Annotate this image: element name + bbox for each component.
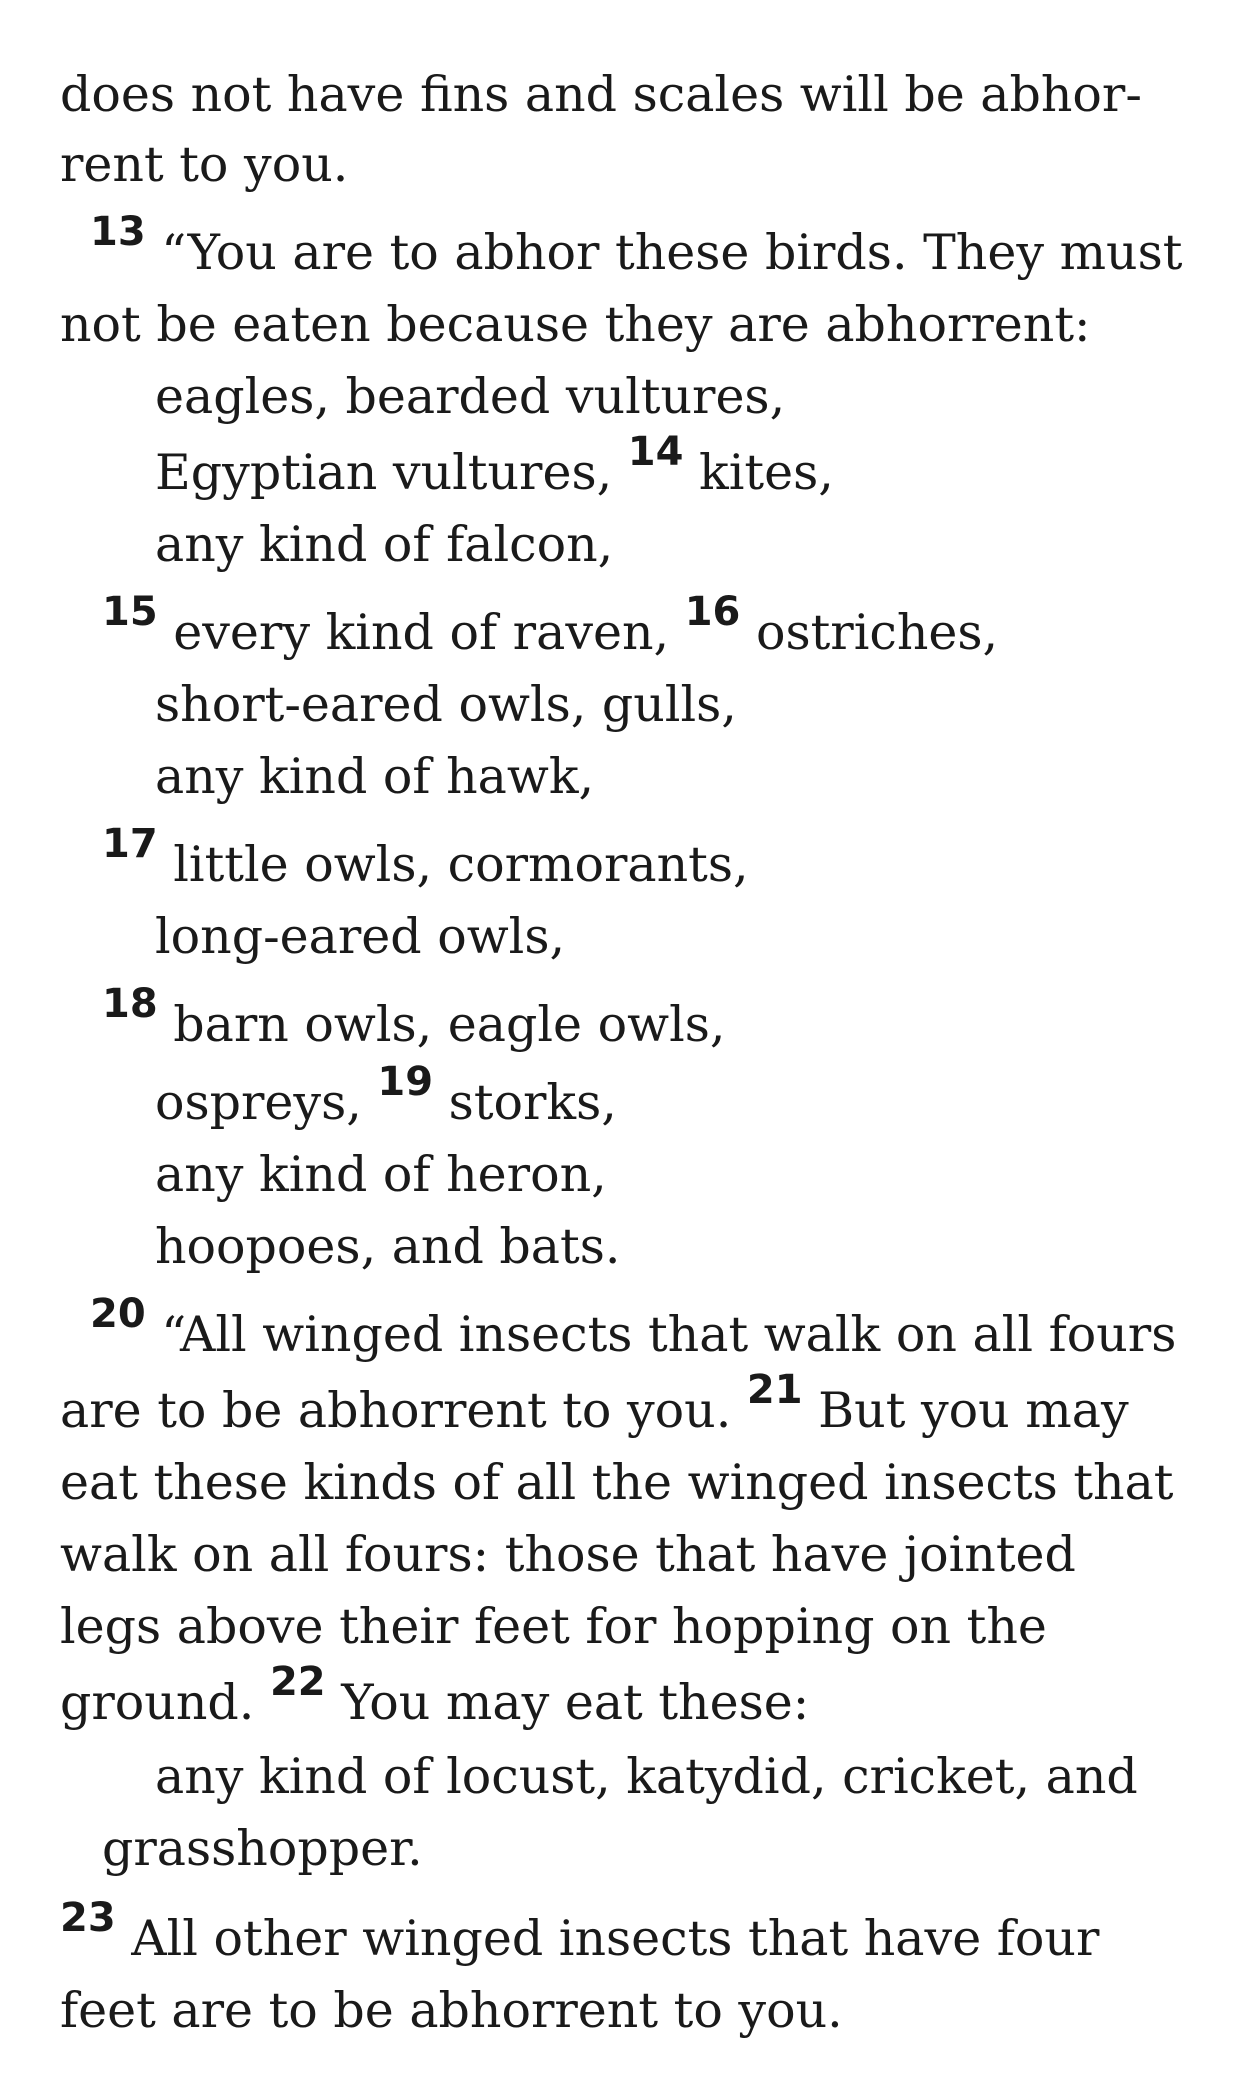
verse-number: 14	[627, 429, 684, 475]
line-text: little owls, cormorants,	[173, 836, 749, 893]
verse-number: 19	[377, 1059, 434, 1105]
line-text: walk on all fours: those that have jointed	[60, 1526, 1076, 1583]
text-line	[60, 1895, 1100, 1974]
verse-number: 15	[102, 589, 158, 635]
line-text: “All winged insects that walk on all fours	[161, 1306, 1177, 1363]
text-line	[60, 1976, 843, 2046]
text-line	[155, 670, 737, 740]
verse-number: 18	[102, 981, 158, 1027]
line-text: short-eared owls, gulls,	[155, 676, 737, 733]
verse-number: 13	[90, 209, 146, 255]
line-text: rent to you.	[60, 136, 349, 193]
text-line	[155, 510, 613, 580]
line-text: Egyptian vultures,	[155, 444, 613, 501]
line-text: every kind of raven,	[173, 604, 670, 661]
text-line	[102, 981, 726, 1060]
text-line	[155, 1212, 620, 1282]
line-text: barn owls, eagle owls,	[173, 996, 726, 1053]
verse-number: 17	[102, 821, 158, 867]
verse-number: 21	[746, 1367, 803, 1413]
text-line	[102, 1814, 423, 1884]
line-text: hoopoes, and bats.	[155, 1218, 621, 1275]
line-text: All other winged insects that have four	[131, 1910, 1100, 1967]
line-text: any kind of falcon,	[155, 516, 614, 573]
text-line	[60, 1592, 1047, 1662]
text-line	[60, 1659, 810, 1738]
line-text: kites,	[699, 444, 834, 501]
text-line	[155, 1059, 617, 1138]
text-line	[155, 362, 785, 432]
line-text: does not have fins and scales will be abhor-	[60, 66, 1142, 123]
line-text: “You are to abhor these birds. They must	[161, 224, 1183, 281]
text-line	[60, 1367, 1129, 1446]
text-line	[90, 1291, 1177, 1370]
line-text: feet are to be abhorrent to you.	[60, 1982, 843, 2039]
line-text: any kind of heron,	[155, 1146, 607, 1203]
line-text: legs above their feet for hopping on the	[60, 1598, 1047, 1655]
line-text: ground.	[60, 1674, 255, 1731]
line-text: are to be abhorrent to you.	[60, 1382, 732, 1439]
line-text: ospreys,	[155, 1074, 362, 1131]
text-line	[60, 290, 1091, 360]
line-text: storks,	[448, 1074, 617, 1131]
line-text: any kind of hawk,	[155, 748, 595, 805]
text-line	[60, 1520, 1076, 1590]
line-text: grasshopper.	[102, 1820, 423, 1877]
text-line	[60, 130, 348, 200]
line-text: long-eared owls,	[155, 908, 566, 965]
line-text: eat these kinds of all the winged insects that	[60, 1454, 1174, 1511]
text-line	[155, 742, 594, 812]
verse-number: 22	[269, 1659, 326, 1705]
verse-number: 20	[90, 1291, 146, 1337]
verse-number: 16	[684, 589, 741, 635]
verse-number: 23	[60, 1895, 116, 1941]
text-line	[60, 1448, 1173, 1518]
line-text: But you may	[818, 1382, 1129, 1439]
text-line	[155, 429, 834, 508]
text-line	[155, 1742, 1138, 1812]
line-text: You may eat these:	[341, 1674, 810, 1731]
line-text: eagles, bearded vultures,	[155, 368, 786, 425]
text-line	[102, 821, 749, 900]
line-text: ostriches,	[755, 604, 999, 661]
text-line	[90, 209, 1183, 288]
text-line	[60, 60, 1142, 130]
text-line	[155, 902, 565, 972]
text-line	[155, 1140, 607, 1210]
line-text: any kind of locust, katydid, cricket, and	[155, 1748, 1138, 1805]
text-line	[102, 589, 999, 668]
line-text: not be eaten because they are abhorrent:	[60, 296, 1091, 353]
